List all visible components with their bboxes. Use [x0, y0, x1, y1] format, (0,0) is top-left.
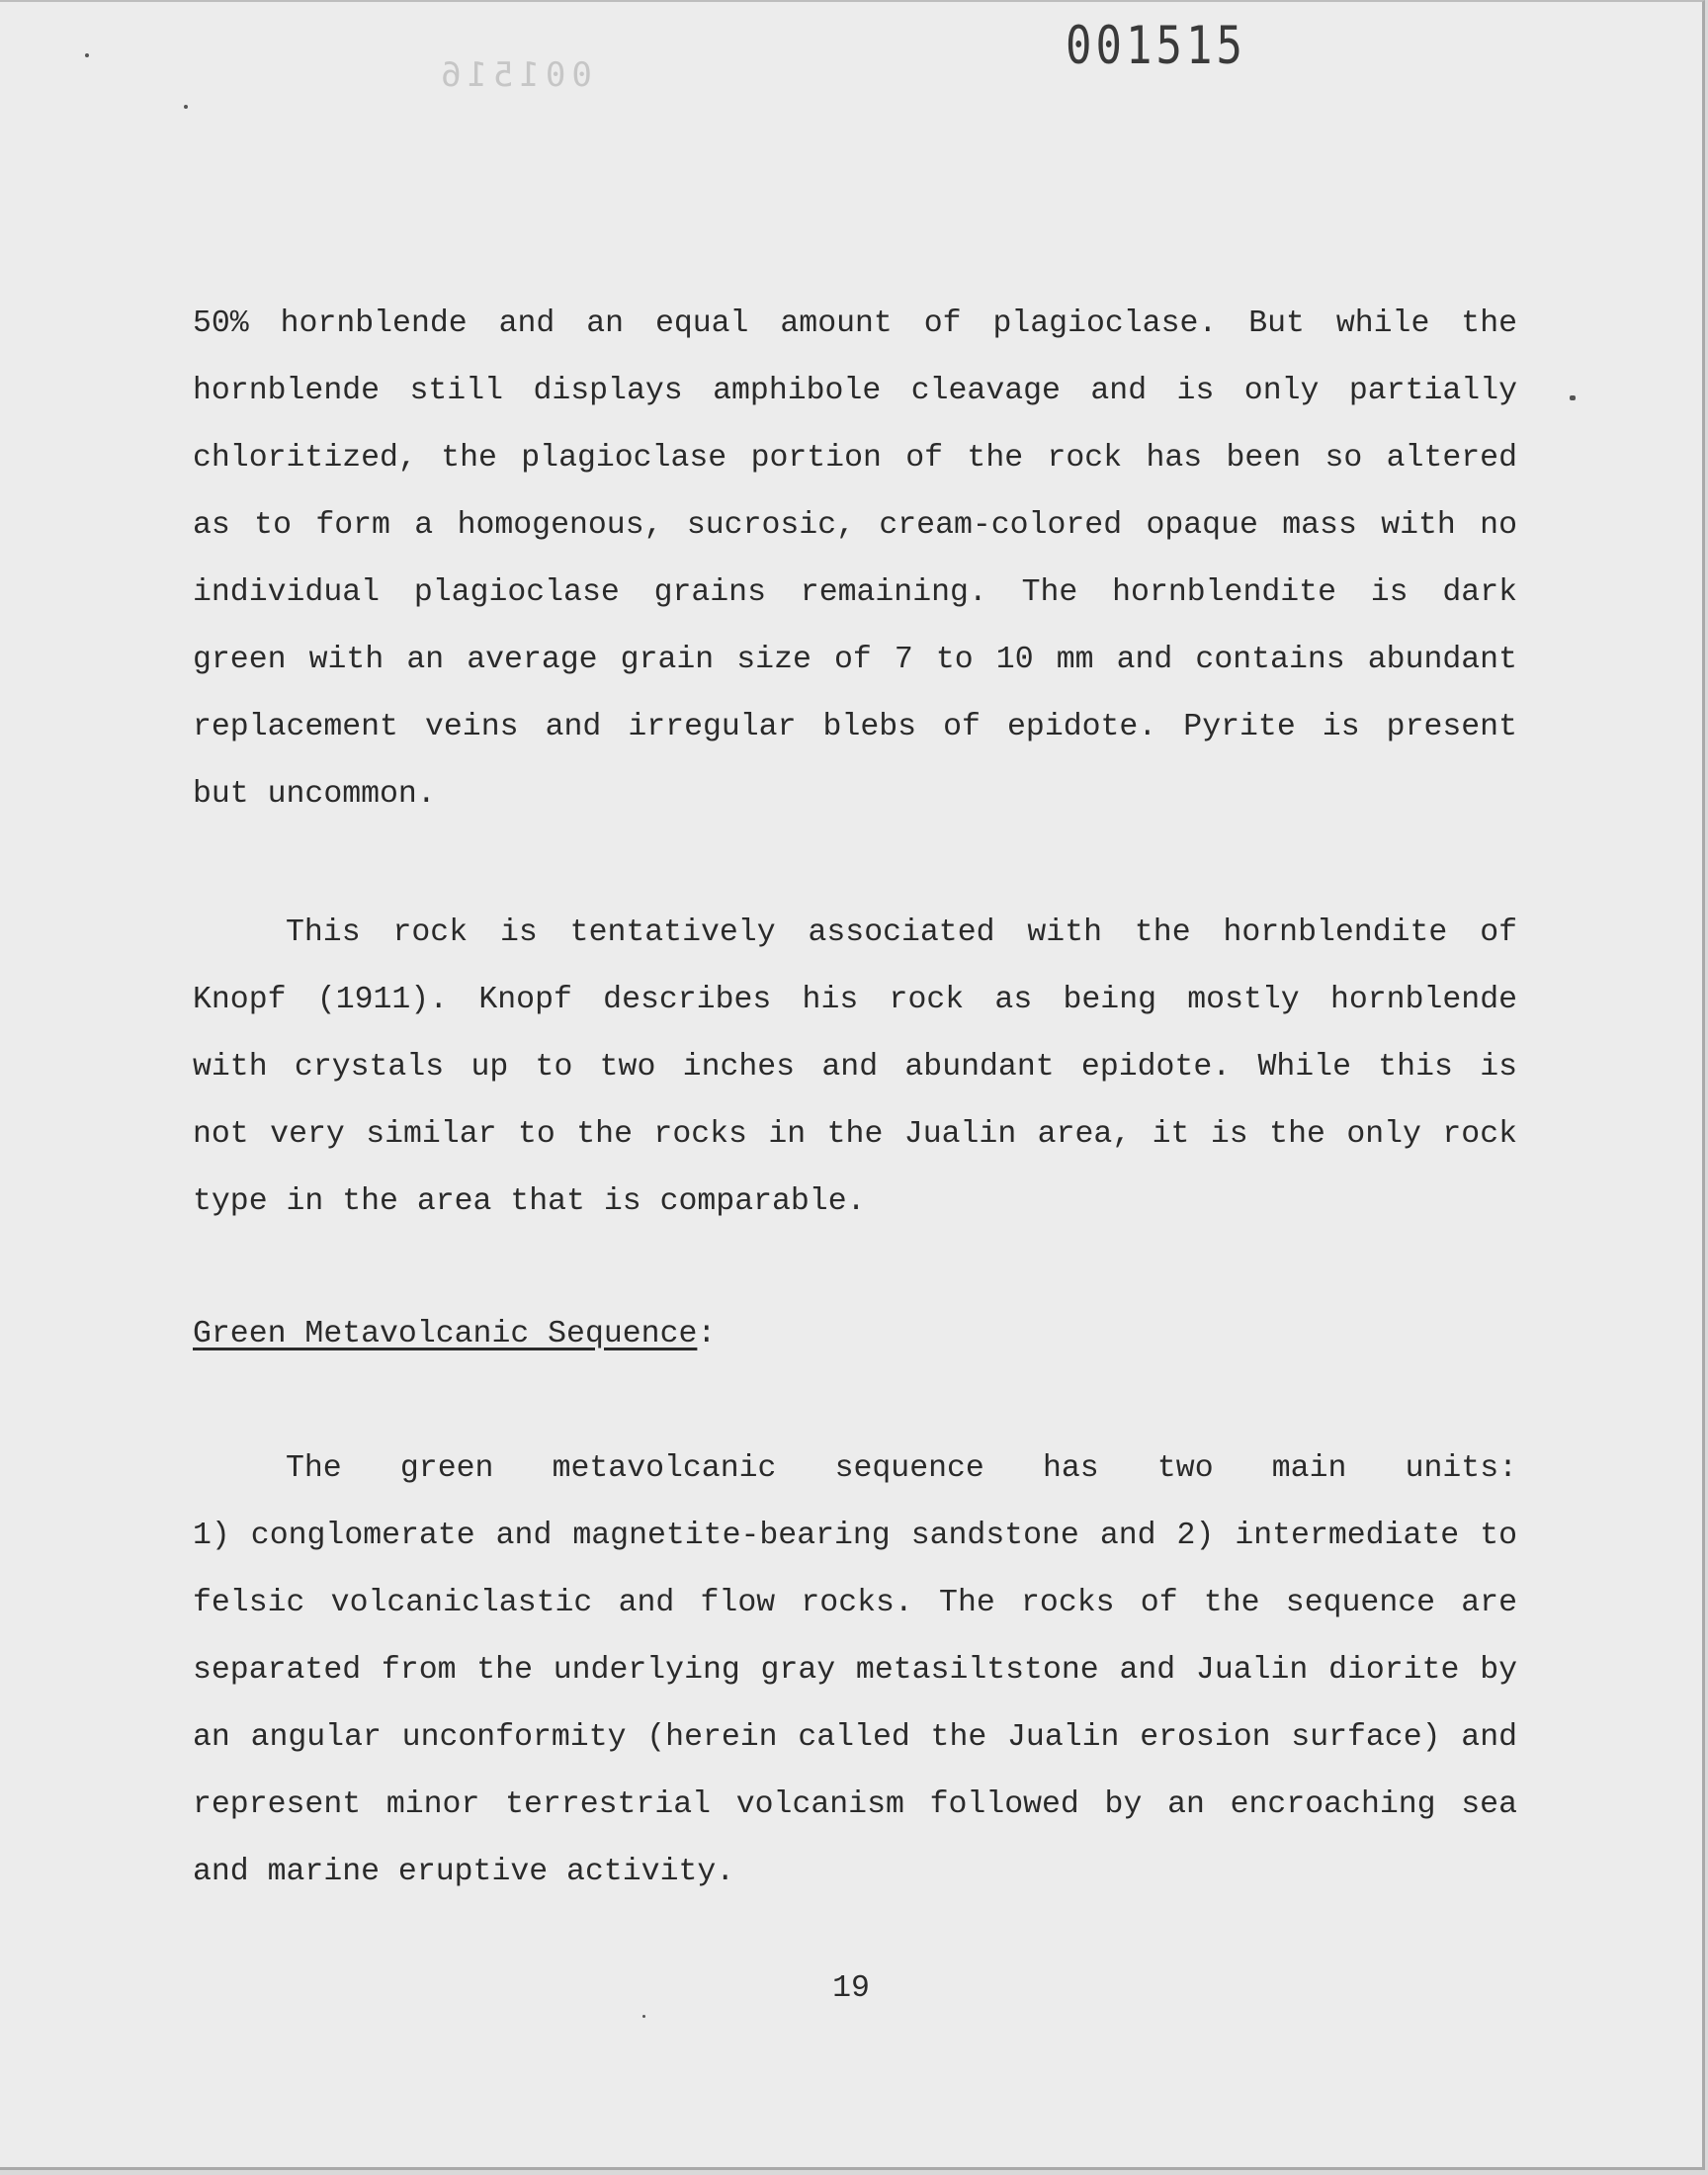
paragraph-line: type in the area that is comparable.	[193, 1184, 866, 1219]
paragraph-line: 1) conglomerate and magnetite-bearing sandstone and 2) intermediate to	[193, 1519, 1517, 1553]
paragraph-line: hornblende still displays amphibole cleavage and is only partially	[193, 374, 1517, 408]
section-heading	[193, 1301, 1517, 1368]
paragraph-line: replacement veins and irregular blebs of epidote. Pyrite is present	[193, 710, 1517, 744]
paragraph-line: represent minor terrestrial volcanism followed by an encroaching sea	[193, 1787, 1517, 1822]
paragraph-1	[193, 291, 1517, 828]
paragraph-3	[193, 1436, 1517, 1906]
bleed-through-stamp: 001516	[435, 55, 592, 95]
section-heading-text: Green Metavolcanic Sequence	[193, 1317, 698, 1351]
paragraph-line: green with an average grain size of 7 to 10 mm and contains abundant	[193, 643, 1517, 677]
scan-speck	[1570, 395, 1576, 400]
paragraph-line: The green metavolcanic sequence has two main units:	[286, 1451, 1517, 1486]
paragraph-line: not very similar to the rocks in the Jualin area, it is the only rock	[193, 1117, 1517, 1152]
scan-speck	[85, 53, 89, 57]
paragraph-line: individual plagioclase grains remaining. The hornblendite is dark	[193, 575, 1517, 610]
paragraph-line: as to form a homogenous, sucrosic, cream-colored opaque mass with no	[193, 508, 1517, 543]
paragraph-line: and marine eruptive activity.	[193, 1855, 735, 1889]
scan-speck	[642, 2015, 645, 2018]
paragraph-line: chloritized, the plagioclase portion of the rock has been so altered	[193, 441, 1517, 476]
scan-speck	[184, 105, 188, 109]
paragraph-2	[193, 900, 1517, 1236]
paragraph-line: 50% hornblende and an equal amount of plagioclase. But while the	[193, 306, 1517, 341]
paragraph-line: with crystals up to two inches and abundant epidote. While this is	[193, 1050, 1517, 1085]
document-stamp-number: 001515	[1066, 16, 1246, 77]
section-heading-colon: :	[697, 1317, 717, 1351]
paragraph-line: an angular unconformity (herein called the Jualin erosion surface) and	[193, 1720, 1517, 1755]
page-number: 19	[832, 1971, 870, 2006]
paragraph-line: separated from the underlying gray metasiltstone and Jualin diorite by	[193, 1653, 1517, 1688]
paragraph-line: felsic volcaniclastic and flow rocks. The rocks of the sequence are	[193, 1586, 1517, 1620]
paragraph-line: This rock is tentatively associated with the hornblendite of	[286, 915, 1517, 950]
paragraph-line: but uncommon.	[193, 777, 436, 812]
paragraph-line: Knopf (1911). Knopf describes his rock as being mostly hornblende	[193, 983, 1517, 1017]
